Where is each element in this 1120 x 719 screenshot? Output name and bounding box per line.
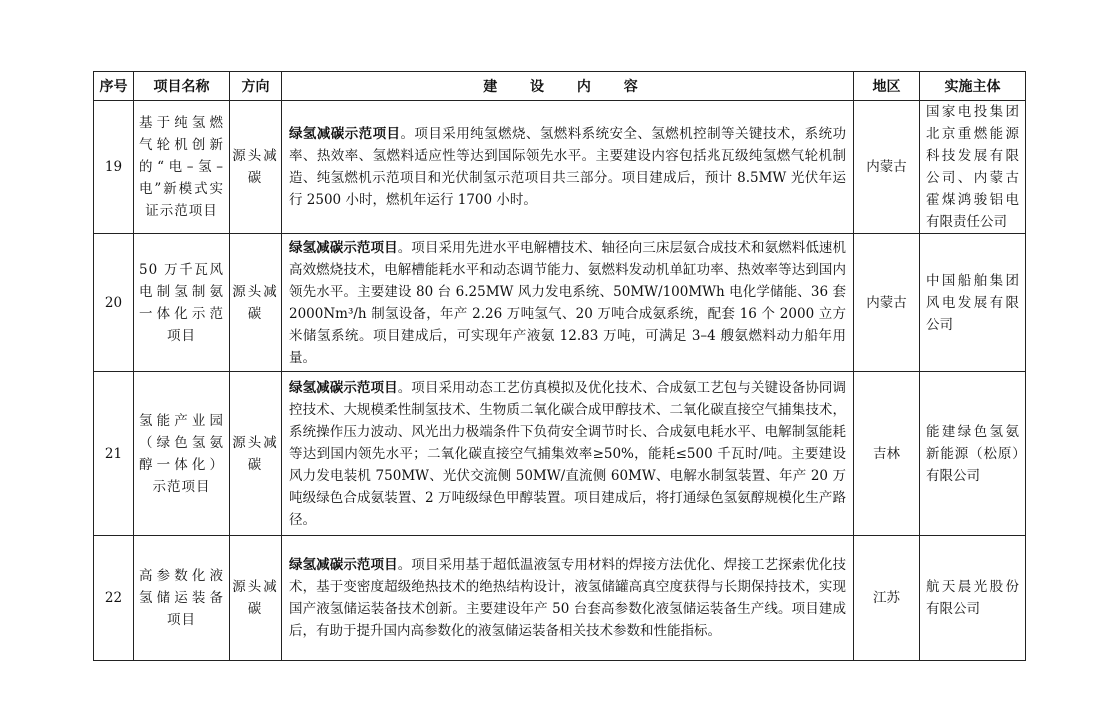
project-name-cell: 氢能产业园（绿色氢氨醇一体化）示范项目 (134, 372, 230, 536)
entity-cell: 中国船舶集团风电发展有限公司 (920, 234, 1026, 372)
content-label: 绿氢减碳示范项目 (289, 126, 401, 142)
seq-cell: 20 (94, 234, 134, 372)
content-cell (282, 101, 854, 234)
project-name-cell: 高参数化液氢储运装备项目 (134, 536, 230, 661)
header-seq: 序号 (94, 72, 134, 101)
header-content: 建 设 内 容 (282, 72, 854, 101)
entity-cell: 国家电投集团北京重燃能源科技发展有限公司、内蒙古霍煤鸿骏铝电有限责任公司 (920, 101, 1026, 234)
projects-table (93, 71, 1026, 661)
content-cell (282, 234, 854, 372)
direction-cell: 源头减碳 (230, 372, 282, 536)
content-cell (282, 372, 854, 536)
direction-cell: 源头减碳 (230, 234, 282, 372)
header-region: 地区 (854, 72, 920, 101)
content-cell (282, 536, 854, 661)
entity-cell: 能建绿色氢氨新能源（松原）有限公司 (920, 372, 1026, 536)
project-name-cell: 基于纯氢燃气轮机创新的“电–氢–电”新模式实证示范项目 (134, 101, 230, 234)
entity-cell: 航天晨光股份有限公司 (920, 536, 1026, 661)
direction-cell: 源头减碳 (230, 536, 282, 661)
table-row (94, 536, 1026, 661)
region-cell: 吉林 (854, 372, 920, 536)
header-project-name: 项目名称 (134, 72, 230, 101)
content-text: 。项目采用基于超低温液氢专用材料的焊接方法优化、焊接工艺探索优化技术，基于变密度超级绝热技术的绝热结构设计，液氢储罐高真空度获得与长期保持技术，实现国产液氢储运装备技术创新。主要建设年产 50 台套高参数化液氢储运装备生产线。项目建成后，有助于提升国内高参数化的液氢储运装备相关技术参数和性能指标。 (289, 557, 847, 639)
region-cell: 内蒙古 (854, 101, 920, 234)
content-text: 。项目采用动态工艺仿真模拟及优化技术、合成氨工艺包与关键设备协同调控技术、大规模柔性制氢技术、生物质二氧化碳合成甲醇技术、二氧化碳直接空气捕集技术，系统操作压力波动、风光出力极端条件下负荷安全调节时长、合成氨电耗水平、电解制氢能耗等达到国内领先水平；二氧化碳直接空气捕集效率≥50%，能耗≤500 千瓦时/吨。主要建设风力发电装机 750MW、光伏交流侧 50MW/直流侧 60MW、电解水制氢装置、年产 20 万吨级绿色合成氨装置、2 万吨级绿色甲醇装置。项目建成后，将打通绿色氢氨醇规模化生产路径。 (289, 379, 847, 528)
seq-cell: 22 (94, 536, 134, 661)
header-direction: 方向 (230, 72, 282, 101)
seq-cell: 19 (94, 101, 134, 234)
content-label: 绿氢减碳示范项目 (289, 557, 398, 573)
content-label: 绿氢减碳示范项目 (289, 379, 398, 396)
direction-cell: 源头减碳 (230, 101, 282, 234)
seq-cell: 21 (94, 372, 134, 536)
header-row (94, 72, 1026, 101)
region-cell: 江苏 (854, 536, 920, 661)
content-text: 。项目采用先进水平电解槽技术、轴径向三床层氨合成技术和氨燃料低速机高效燃烧技术，电解槽能耗水平和动态调节能力、氨燃料发动机单缸功率、热效率等达到国内领先水平。主要建设 80 台 6.25MW 风力发电系统、50MW/100MWh 电化学储能、36 套 2000Nm³/h 制氢设备，年产 2.26 万吨氢气、20 万吨合成氨系统，配套 16 个 2000 立方米储氢系统。项目建成后，可实现年产液氨 12.83 万吨，可满足 3–4 艘氨燃料动力船年用量。 (289, 239, 847, 366)
content-label: 绿氢减碳示范项目 (289, 239, 398, 256)
table-row (94, 372, 1026, 536)
project-name-cell: 50 万千瓦风电制氢制氨一体化示范项目 (134, 234, 230, 372)
table-row (94, 101, 1026, 234)
header-entity: 实施主体 (920, 72, 1026, 101)
region-cell: 内蒙古 (854, 234, 920, 372)
table-row (94, 234, 1026, 372)
content-text: 。项目采用纯氢燃烧、氢燃料系统安全、氢燃机控制等关键技术，系统功率、热效率、氢燃料适应性等达到国际领先水平。主要建设内容包括兆瓦级纯氢燃气轮机制造、纯氢燃机示范项目和光伏制氢示范项目共三部分。项目建成后，预计 8.5MW 光伏年运行 2500 小时，燃机年运行 1700 小时。 (289, 126, 847, 208)
